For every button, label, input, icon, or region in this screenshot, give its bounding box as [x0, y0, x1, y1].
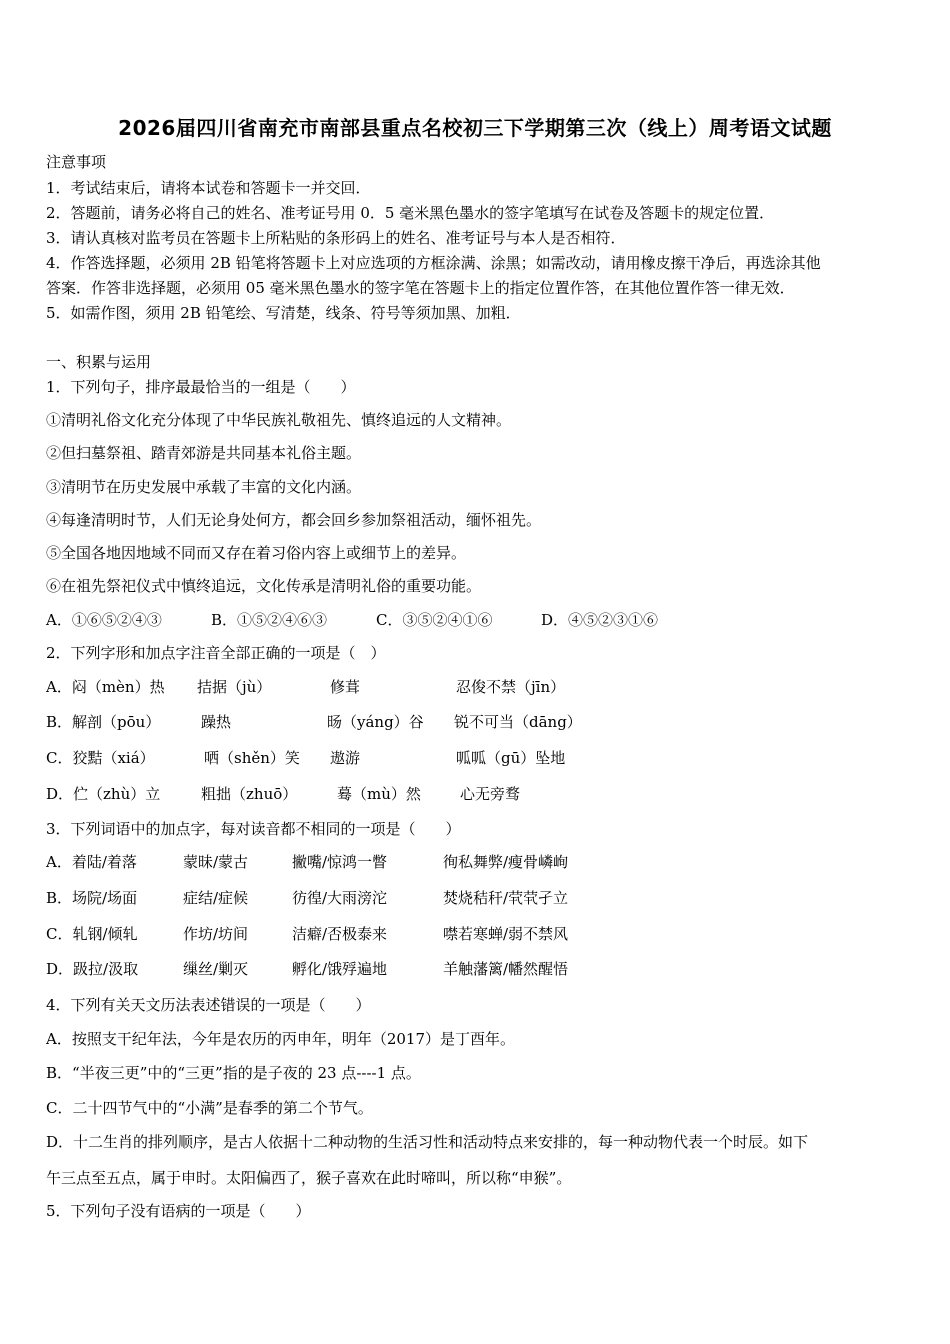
q1-sentence: ②但扫墓祭祖、踏青郊游是共同基本礼俗主题。	[46, 444, 362, 462]
q2-cell: 拮据（jù）	[197, 678, 272, 696]
q3-cell: 撇嘴/惊鸿一瞥	[292, 853, 388, 871]
question-1-stem: 1．下列句子，排序最最恰当的一组是（ ）	[46, 378, 356, 396]
page-title: 2026届四川省南充市南部县重点名校初三下学期第三次（线上）周考语文试题	[118, 116, 832, 140]
q2-cell: 蓦（mù）然	[337, 785, 421, 803]
notice-item: 答案．作答非选择题，必须用 05 毫米黑色墨水的签字笔在答题卡上的指定位置作答，在其他位置作答一律无效．	[46, 279, 795, 297]
notice-item: 3．请认真核对监考员在答题卡上所粘贴的条形码上的姓名、准考证号与本人是否相符．	[46, 229, 626, 247]
question-5-stem: 5．下列句子没有语病的一项是（ ）	[46, 1202, 311, 1220]
notice-item: 2．答题前，请务必将自己的姓名、准考证号用 0．5 毫米黑色墨水的签字笔填写在试卷及答题卡的规定位置．	[46, 204, 775, 222]
q4-option-continued: 午三点至五点，属于申时。太阳偏西了，猴子喜欢在此时啼叫，所以称“申猴”。	[46, 1169, 572, 1187]
q4-option: A．按照支干纪年法，今年是农历的丙申年，明年（2017）是丁酉年。	[46, 1030, 516, 1048]
notice-item: 1．考试结束后，请将本试卷和答题卡一并交回．	[46, 179, 371, 197]
q3-cell: B．场院/场面	[46, 889, 138, 907]
notice-item: 4．作答选择题，必须用 2B 铅笔将答题卡上对应选项的方框涂满、涂黑；如需改动，请用橡皮擦干净后，再选涂其他	[46, 254, 821, 272]
q2-cell: 旸（yáng）谷	[327, 713, 424, 731]
q3-cell: 洁癖/否极泰来	[292, 925, 388, 943]
q3-cell: 孵化/饿殍遍地	[292, 960, 388, 978]
q3-cell: A．着陆/着落	[46, 853, 137, 871]
q2-cell: 忍俊不禁（jīn）	[456, 678, 566, 696]
q3-cell: 作坊/坊间	[183, 925, 249, 943]
q3-cell: 症结/症候	[183, 889, 249, 907]
q3-cell: 焚烧秸秆/茕茕孑立	[443, 889, 569, 907]
q2-cell: B．解剖（pōu）	[46, 713, 161, 731]
q1-sentence: ③清明节在历史发展中承载了丰富的文化内涵。	[46, 478, 362, 496]
question-3-stem: 3．下列词语中的加点字，每对读音都不相同的一项是（ ）	[46, 820, 461, 838]
q2-cell: 修葺	[330, 678, 361, 696]
q3-cell: D．趿拉/汲取	[46, 960, 139, 978]
q2-cell: 哂（shěn）笑	[204, 749, 300, 767]
q2-cell: 躁热	[201, 713, 232, 731]
q3-cell: 羊触藩篱/幡然醒悟	[443, 960, 569, 978]
q1-sentence: ⑥在祖先祭祀仪式中慎终追远，文化传承是清明礼俗的重要功能。	[46, 577, 482, 595]
question-4-stem: 4．下列有关天文历法表述错误的一项是（ ）	[46, 996, 371, 1014]
q2-cell: 呱呱（gū）坠地	[456, 749, 566, 767]
q3-cell: 噤若寒蝉/弱不禁风	[443, 925, 569, 943]
q3-cell: 徇私舞弊/瘦骨嶙峋	[443, 853, 569, 871]
section-heading: 一、积累与运用	[46, 353, 152, 371]
question-2-stem: 2．下列字形和加点字注音全部正确的一项是（ ）	[46, 644, 386, 662]
q1-option-b: B．①⑤②④⑥③	[211, 611, 328, 629]
q3-cell: C．轧钢/倾轧	[46, 925, 138, 943]
q3-cell: 缫丝/剿灭	[183, 960, 249, 978]
q2-cell: 遨游	[330, 749, 361, 767]
q1-sentence: ①清明礼俗文化充分体现了中华民族礼敬祖先、慎终追远的人文精神。	[46, 411, 512, 429]
q3-cell: 蒙昧/蒙古	[183, 853, 249, 871]
notice-item: 5．如需作图，须用 2B 铅笔绘、写清楚，线条、符号等须加黑、加粗．	[46, 304, 521, 322]
q2-cell: 锐不可当（dāng）	[454, 713, 582, 731]
q4-option: D．十二生肖的排列顺序，是古人依据十二种动物的生活习性和活动特点来安排的，每一种动物代表一个时辰。如下	[46, 1133, 809, 1151]
notice-heading: 注意事项	[46, 153, 107, 171]
q2-cell: 心无旁骛	[460, 785, 521, 803]
q3-cell: 彷徨/大雨滂沱	[292, 889, 388, 907]
q2-cell: D．伫（zhù）立	[46, 785, 161, 803]
q1-sentence: ⑤全国各地因地域不同而又存在着习俗内容上或细节上的差异。	[46, 544, 467, 562]
q1-option-a: A．①⑥⑤②④③	[46, 611, 162, 629]
q4-option: C．二十四节气中的“小满”是春季的第二个节气。	[46, 1099, 373, 1117]
q2-cell: A．闷（mèn）热	[46, 678, 165, 696]
q2-cell: 粗拙（zhuō）	[201, 785, 298, 803]
q1-sentence: ④每逢清明时节，人们无论身处何方，都会回乡参加祭祖活动，缅怀祖先。	[46, 511, 542, 529]
q4-option: B．“半夜三更”中的“三更”指的是子夜的 23 点----1 点。	[46, 1064, 421, 1082]
q1-option-c: C．③⑤②④①⑥	[376, 611, 493, 629]
q2-cell: C．狡黠（xiá）	[46, 749, 155, 767]
q1-option-d: D．④⑤②③①⑥	[541, 611, 659, 629]
